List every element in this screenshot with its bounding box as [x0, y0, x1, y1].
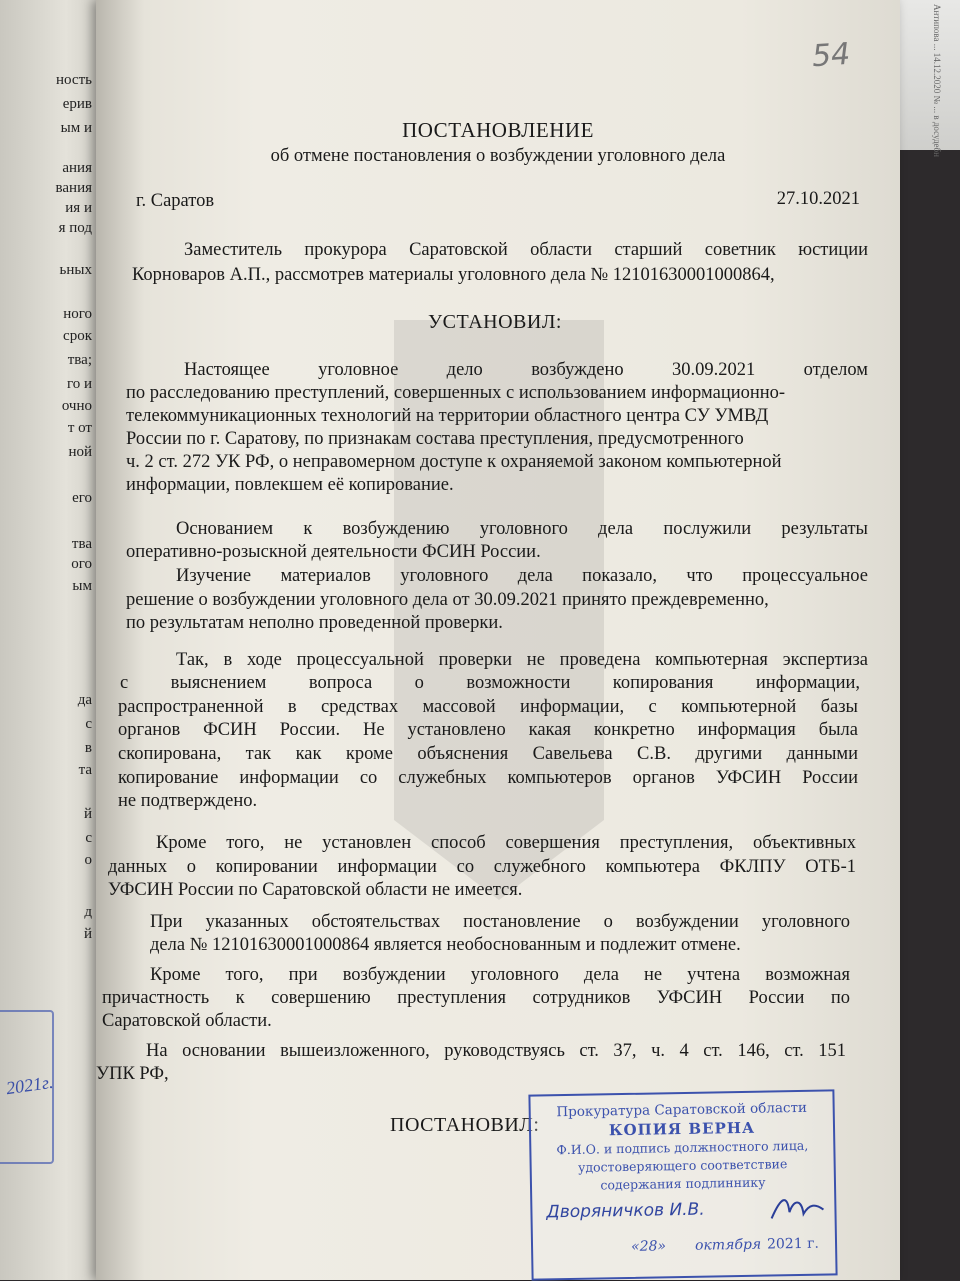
body-text-line: решение о возбуждении уголовного дела от 30.09.2021 принято преждевременно, — [126, 590, 769, 610]
left-page-text-fragment: та — [78, 762, 92, 778]
body-text-line: органов ФСИН России. Не установлено какая конкретно информация была — [118, 720, 858, 740]
certification-stamp — [528, 1089, 837, 1280]
body-text-line: На основании вышеизложенного, руководствуясь ст. 37, ч. 4 ст. 146, ст. 151 — [146, 1041, 846, 1061]
resolved-heading: ПОСТАНОВИЛ: — [390, 1114, 540, 1136]
left-page-text-fragment: ной — [68, 444, 92, 460]
body-text-line: Кроме того, при возбуждении уголовного дела не учтена возможная — [150, 965, 850, 985]
body-text-line: При указанных обстоятельствах постановление о возбуждении уголовного — [150, 912, 850, 932]
body-text-line: копирование информации со служебных компьютеров органов УФСИН России — [118, 768, 858, 788]
stamp-signature-name: Дворяничков И.В. — [546, 1199, 705, 1223]
left-page-text-fragment: ьных — [59, 262, 92, 278]
body-text-line: скопирована, так как кроме объяснения Савельева С.В. другими данными — [118, 744, 858, 764]
body-text-line: Так, в ходе процессуальной проверки не проведена компьютерная экспертиза — [176, 650, 868, 670]
stamp-date-day: «28» — [630, 1238, 667, 1255]
body-text-line: по результатам неполно проведенной проверки. — [126, 613, 503, 633]
left-page-text-fragment: ного — [63, 306, 92, 322]
body-text-line: по расследованию преступлений, совершенных с использованием информационно- — [126, 383, 786, 403]
body-text-line: данных о копировании информации со служебного компьютера ФКЛПУ ОТБ-1 — [108, 857, 856, 877]
body-text-line: телекоммуникационных технологий на территории областного центра СУ УМВД — [126, 406, 769, 426]
body-text-line: с выяснением вопроса о возможности копирования информации, — [120, 673, 860, 693]
left-page-text-fragment: ым и — [60, 120, 92, 136]
left-page-text-fragment: д — [84, 904, 92, 920]
left-page-text-fragment: да — [77, 692, 92, 708]
left-page-text-fragment: ия и — [65, 200, 92, 216]
background-paper-text: Антипова ... 14.12.2020 № ... в досудебн — [932, 4, 942, 157]
document-subtitle: об отмене постановления о возбуждении уголовного дела — [270, 146, 726, 166]
body-text-line: Саратовской области. — [102, 1011, 272, 1031]
left-page-text-fragment: очно — [61, 398, 92, 414]
stamp-date-month: октября — [694, 1236, 762, 1254]
left-page-text-fragment: го и — [66, 376, 92, 392]
left-page-text-fragment: с — [85, 716, 92, 732]
page-number: 54 — [810, 36, 852, 75]
left-page-text-fragment: с — [85, 830, 92, 846]
document-city: г. Саратов — [136, 191, 215, 211]
body-text-line: УПК РФ, — [96, 1064, 169, 1084]
stamp-date-year: 2021 г. — [766, 1235, 820, 1253]
body-text-line: причастность к совершению преступления сотрудников УФСИН России по — [102, 988, 850, 1008]
document-date: 27.10.2021 — [776, 189, 860, 209]
body-text-line: дела № 12101630001000864 является необоснованным и подлежит отмене. — [150, 935, 741, 955]
left-page-text-fragment: ым — [72, 578, 92, 594]
document-page — [96, 0, 900, 1280]
left-page-text-fragment: тва — [71, 536, 92, 552]
body-text-line: УФСИН России по Саратовской области не имеется. — [108, 880, 523, 900]
intro-line: Заместитель прокурора Саратовской области старший советник юстиции — [184, 240, 868, 260]
left-page-text-fragment: й — [83, 926, 92, 942]
signature-mark — [767, 1189, 828, 1226]
left-page-text-fragment: ого — [71, 556, 92, 572]
left-page-text-fragment: срок — [63, 328, 92, 344]
stamp-date — [533, 1235, 835, 1255]
left-page-text-fragment: о — [84, 852, 92, 868]
left-page-text-fragment: ания — [62, 160, 92, 176]
body-text-line: Кроме того, не установлен способ совершения преступления, объективных — [156, 833, 856, 853]
body-text-line: Настоящее уголовное дело возбуждено 30.09.2021 отделом — [184, 360, 868, 380]
body-text-line: ч. 2 ст. 272 УК РФ, о неправомерном доступе к охраняемой законом компьютерной — [126, 452, 782, 472]
left-page-text-fragment: т от — [67, 420, 92, 436]
intro-line: Корноваров А.П., рассмотрев материалы уголовного дела № 12101630001000864, — [132, 265, 775, 285]
stamp-office: Прокуратура Саратовской области — [556, 1099, 808, 1121]
left-page-text-fragment: ерив — [62, 96, 92, 112]
left-page-stamp-text: 2021г. — [4, 1071, 55, 1099]
document-title: ПОСТАНОВЛЕНИЕ — [402, 118, 594, 142]
stamp-line: удостоверяющего соответствие — [577, 1156, 788, 1175]
left-page-text-fragment: в — [84, 740, 92, 756]
left-page-text-fragment: тва; — [67, 352, 92, 368]
stamp-copy-verified: КОПИЯ ВЕРНА — [608, 1118, 756, 1140]
body-text-line: России по г. Саратову, по признакам состава преступления, предусмотренного — [126, 429, 744, 449]
body-text-line: распространенной в средствах массовой информации, с компьютерной базы — [118, 697, 858, 717]
left-page-text-fragment: й — [83, 806, 92, 822]
established-heading: УСТАНОВИЛ: — [428, 311, 562, 333]
left-page-text-fragment: его — [72, 490, 92, 506]
stamp-line: Ф.И.О. и подпись должностного лица, — [556, 1137, 809, 1158]
left-page-text-fragment: ность — [56, 72, 92, 88]
stamp-line: содержания подлиннику — [600, 1174, 766, 1193]
left-page-text-fragment: вания — [55, 180, 92, 196]
body-text-line: Изучение материалов уголовного дела показало, что процессуальное — [176, 566, 868, 586]
body-text-line: оперативно-розыскной деятельности ФСИН России. — [126, 542, 541, 562]
body-text-line: Основанием к возбуждению уголовного дела послужили результаты — [176, 519, 868, 539]
body-text-line: информации, повлекшем её копирование. — [126, 475, 454, 495]
body-text-line: не подтверждено. — [118, 791, 258, 811]
left-page-text-fragment: я под — [58, 220, 92, 236]
